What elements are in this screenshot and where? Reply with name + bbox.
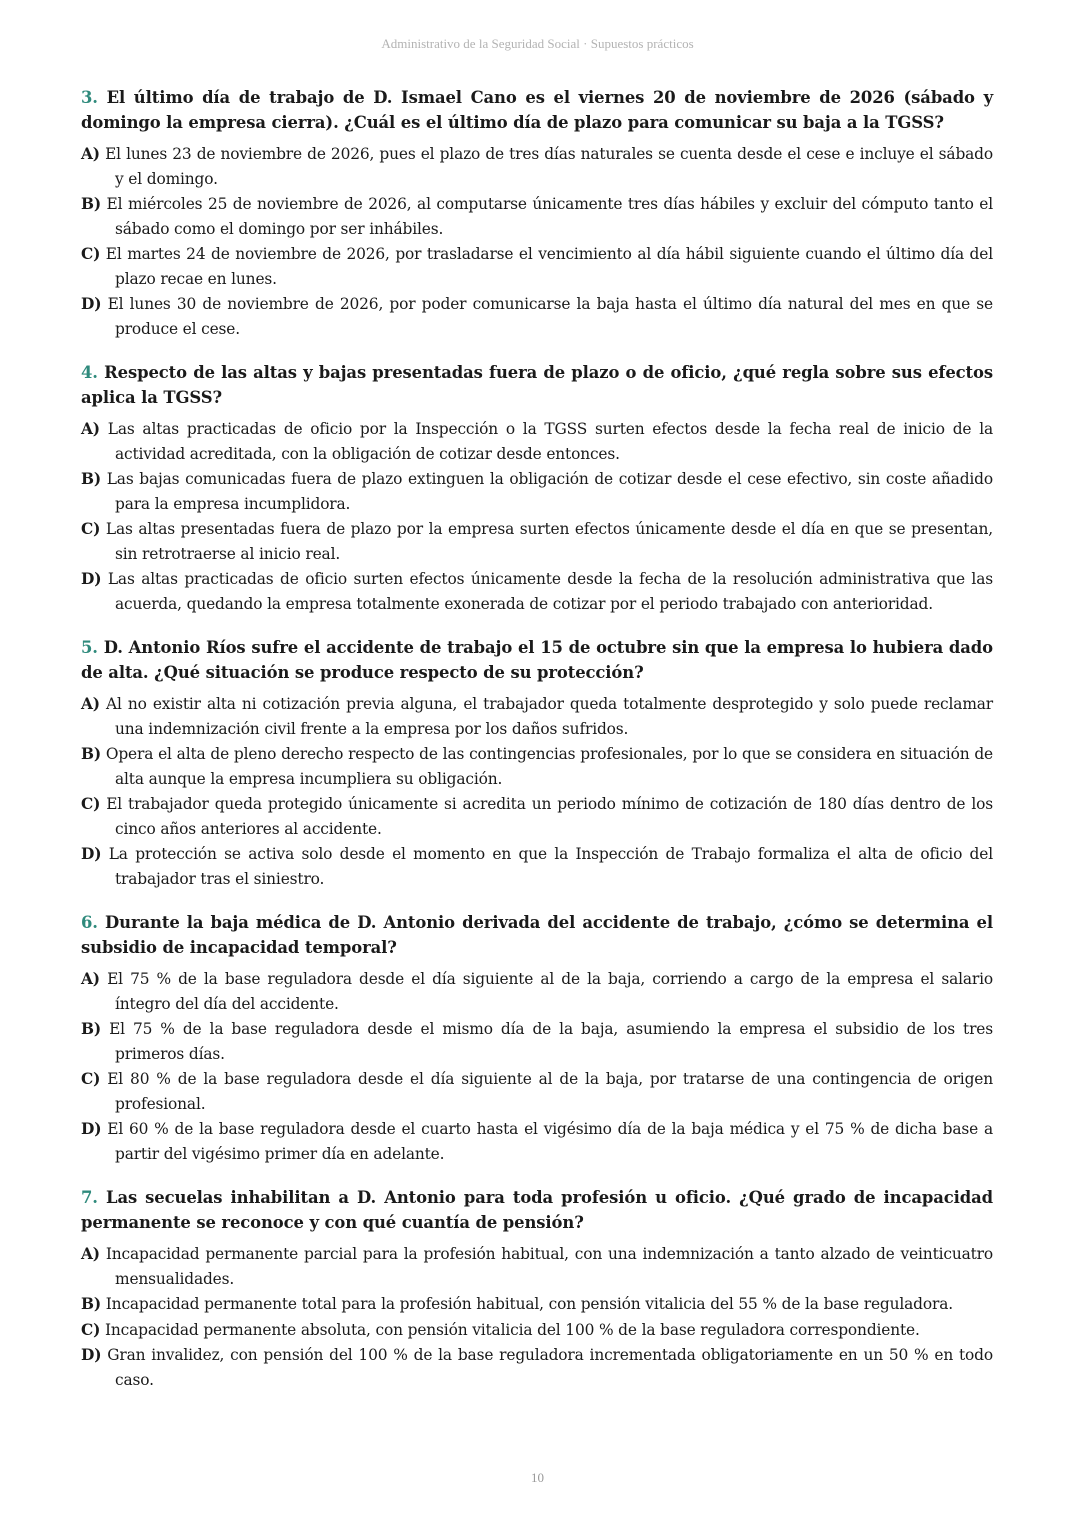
question-statement: D. Antonio Ríos sufre el accidente de trabajo el 15 de octubre sin que la empresa lo hubiera dado de alta. ¿Qué situación se produce respecto de su protección?: [81, 638, 993, 682]
option-letter: D): [81, 295, 102, 313]
answer-option: [81, 1292, 993, 1317]
answer-option: [81, 792, 993, 841]
option-text: Las altas practicadas de oficio por la Inspección o la TGSS surten efectos desde la fecha real de inicio de la actividad acreditada, con la obligación de cotizar desde entonces.: [107, 420, 993, 463]
option-text: Opera el alta de pleno derecho respecto de las contingencias profesionales, por lo que se considera en situación de alta aunque la empresa incumpliera su obligación.: [105, 745, 993, 788]
answer-option: [81, 567, 993, 616]
option-text: El lunes 23 de noviembre de 2026, pues el plazo de tres días naturales se cuenta desde el cese e incluye el sábado y el domingo.: [105, 145, 993, 188]
answer-option: [81, 1242, 993, 1291]
question-text: [81, 361, 993, 410]
question-number: 4.: [81, 363, 98, 382]
option-text: Las altas practicadas de oficio surten efectos únicamente desde la fecha de la resolución administrativa que las acuerda, quedando la empresa totalmente exonerada de cotizar por el periodo trabajado con anterioridad.: [107, 570, 993, 613]
option-text: El 75 % de la base reguladora desde el mismo día de la baja, asumiendo la empresa el subsidio de los tres primeros días.: [109, 1020, 994, 1063]
question-number: 7.: [81, 1188, 98, 1207]
question-number: 6.: [81, 913, 98, 932]
question: [81, 636, 993, 891]
answer-option: [81, 192, 993, 241]
option-letter: B): [81, 195, 101, 213]
question-statement: El último día de trabajo de D. Ismael Cano es el viernes 20 de noviembre de 2026 (sábado y domingo la empresa cierra). ¿Cuál es el último día de plazo para comunicar su baja a la TGSS?: [81, 88, 993, 132]
answer-option: [81, 842, 993, 891]
option-letter: A): [81, 420, 100, 438]
question-text: [81, 86, 993, 135]
question: [81, 911, 993, 1166]
answer-option: [81, 142, 993, 191]
option-letter: C): [81, 1070, 101, 1088]
running-header: Administrativo de la Seguridad Social · Supuestos prácticos: [381, 36, 694, 51]
answer-option: [81, 242, 993, 291]
question: [81, 361, 993, 616]
answer-option: [81, 742, 993, 791]
answer-option: [81, 292, 993, 341]
option-letter: B): [81, 1020, 101, 1038]
option-letter: D): [81, 1346, 102, 1364]
option-letter: A): [81, 1245, 100, 1263]
page-number: 10: [531, 1470, 544, 1485]
answer-option: [81, 1017, 993, 1066]
option-letter: D): [81, 845, 102, 863]
answer-option: [81, 1318, 993, 1343]
option-letter: A): [81, 970, 100, 988]
option-text: El trabajador queda protegido únicamente si acredita un periodo mínimo de cotización de 180 días dentro de los cinco años anteriores al accidente.: [106, 795, 993, 838]
question-number: 5.: [81, 638, 98, 657]
question-statement: Respecto de las altas y bajas presentadas fuera de plazo o de oficio, ¿qué regla sobre sus efectos aplica la TGSS?: [81, 363, 993, 407]
option-text: El 60 % de la base reguladora desde el cuarto hasta el vigésimo día de la baja médica y el 75 % de dicha base a partir del vigésimo primer día en adelante.: [107, 1120, 994, 1163]
answer-option: [81, 967, 993, 1016]
option-text: Incapacidad permanente parcial para la profesión habitual, con una indemnización a tanto alzado de veinticuatro mensualidades.: [105, 1245, 993, 1288]
option-text: El 75 % de la base reguladora desde el día siguiente al de la baja, corriendo a cargo de la empresa el salario íntegro del día del accidente.: [107, 970, 993, 1013]
option-text: Al no existir alta ni cotización previa alguna, el trabajador queda totalmente desprotegido y solo puede reclamar una indemnización civil frente a la empresa por los daños sufridos.: [106, 695, 994, 738]
option-text: El martes 24 de noviembre de 2026, por trasladarse el vencimiento al día hábil siguiente cuando el último día del plazo recae en lunes.: [105, 245, 993, 288]
answer-option: [81, 692, 993, 741]
option-text: Las bajas comunicadas fuera de plazo extinguen la obligación de cotizar desde el cese efectivo, sin coste añadido para la empresa incumplidora.: [106, 470, 994, 513]
question: [81, 1186, 993, 1392]
question-statement: Las secuelas inhabilitan a D. Antonio para toda profesión u oficio. ¿Qué grado de incapacidad permanente se reconoce y con qué cuantía de pensión?: [81, 1188, 993, 1232]
answer-option: [81, 1067, 993, 1116]
option-text: El miércoles 25 de noviembre de 2026, al computarse únicamente tres días hábiles y excluir del cómputo tanto el sábado como el domingo por ser inhábiles.: [106, 195, 993, 238]
option-text: Gran invalidez, con pensión del 100 % de la base reguladora incrementada obligatoriamente en un 50 % en todo caso.: [107, 1346, 993, 1389]
question-text: [81, 1186, 993, 1235]
option-letter: B): [81, 745, 101, 763]
question-number: 3.: [81, 88, 98, 107]
option-letter: C): [81, 795, 101, 813]
question-statement: Durante la baja médica de D. Antonio derivada del accidente de trabajo, ¿cómo se determina el subsidio de incapacidad temporal?: [81, 913, 994, 957]
answer-option: [81, 1343, 993, 1392]
question-text: [81, 636, 993, 685]
option-letter: A): [81, 695, 100, 713]
questions-list: [81, 86, 993, 1412]
option-letter: B): [81, 1295, 101, 1313]
option-text: El lunes 30 de noviembre de 2026, por poder comunicarse la baja hasta el último día natural del mes en que se produce el cese.: [107, 295, 993, 338]
option-letter: D): [81, 1120, 102, 1138]
answer-option: [81, 417, 993, 466]
question: [81, 86, 993, 341]
option-text: El 80 % de la base reguladora desde el día siguiente al de la baja, por tratarse de una contingencia de origen profesional.: [107, 1070, 994, 1113]
answer-option: [81, 1117, 993, 1166]
option-letter: D): [81, 570, 102, 588]
option-text: Incapacidad permanente absoluta, con pensión vitalicia del 100 % de la base reguladora correspondiente.: [104, 1320, 920, 1339]
option-letter: B): [81, 470, 101, 488]
option-text: Incapacidad permanente total para la profesión habitual, con pensión vitalicia del 55 % de la base reguladora.: [105, 1295, 953, 1313]
option-letter: C): [81, 1320, 101, 1339]
option-letter: C): [81, 520, 101, 538]
answer-option: [81, 467, 993, 516]
question-text: [81, 911, 993, 960]
option-letter: A): [81, 145, 100, 163]
option-text: La protección se activa solo desde el momento en que la Inspección de Trabajo formaliza el alta de oficio del trabajador tras el siniestro.: [108, 845, 993, 888]
answer-option: [81, 517, 993, 566]
option-letter: C): [81, 245, 101, 263]
option-text: Las altas presentadas fuera de plazo por la empresa surten efectos únicamente desde el día en que se presentan, sin retrotraerse al inicio real.: [105, 520, 994, 563]
